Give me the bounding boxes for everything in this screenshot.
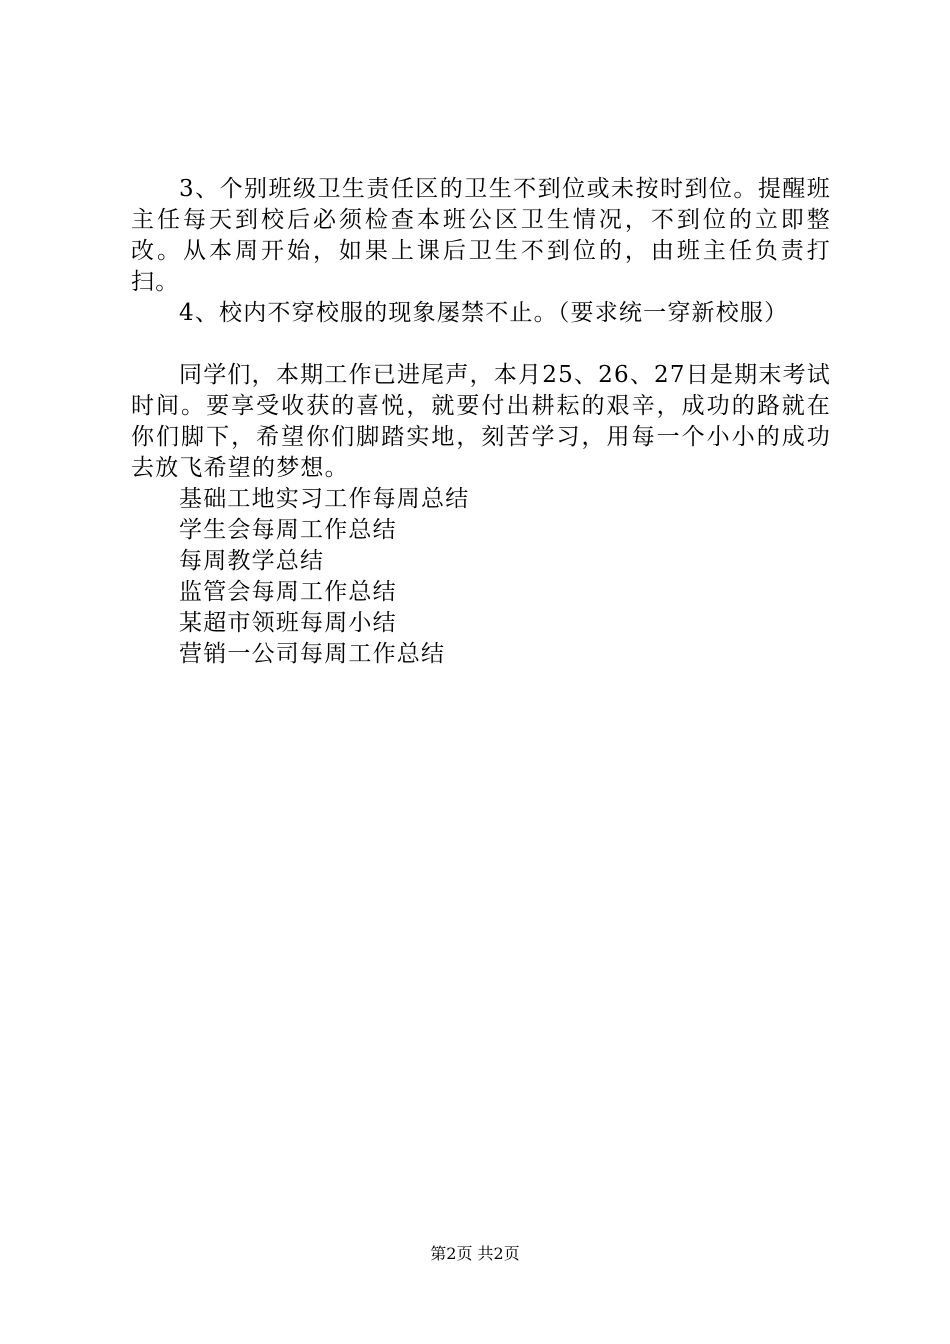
closing-paragraph: 同学们，本期工作已进尾声，本月25、26、27日是期末考试时间。要享受收获的喜悦，就要付出耕耘的艰辛，成功的路就在你们脚下，希望你们脚踏实地，刻苦学习，用每一个小小的成功去放飞希望的梦想。 bbox=[131, 362, 831, 481]
related-title: 营销一公司每周工作总结 bbox=[179, 641, 446, 667]
related-title: 基础工地实习工作每周总结 bbox=[179, 486, 470, 512]
related-title: 每周教学总结 bbox=[179, 548, 325, 574]
related-titles-list bbox=[131, 484, 831, 670]
document-body bbox=[131, 174, 831, 670]
related-title: 某超市领班每周小结 bbox=[179, 610, 397, 636]
paragraph-item-4: 4、校内不穿校服的现象屡禁不止。（要求统一穿新校服） bbox=[179, 300, 789, 326]
paragraph-item-3: 3、个别班级卫生责任区的卫生不到位或未按时到位。提醒班主任每天到校后必须检查本班公区卫生情况，不到位的立即整改。从本周开始，如果上课后卫生不到位的，由班主任负责打扫。 bbox=[131, 176, 831, 295]
related-title: 监管会每周工作总结 bbox=[179, 579, 397, 605]
paragraph-spacer bbox=[131, 329, 831, 360]
page-number-footer: 第2页 共2页 bbox=[430, 1244, 520, 1263]
related-title: 学生会每周工作总结 bbox=[179, 517, 397, 543]
